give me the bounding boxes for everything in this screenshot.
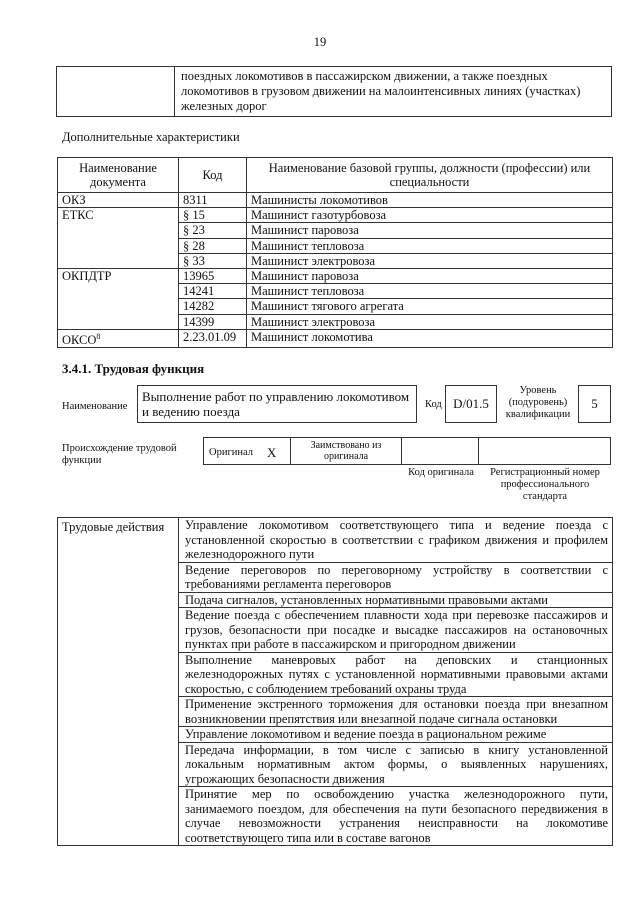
- top-table-empty-cell: [57, 67, 175, 117]
- labor-action-item: Ведение поезда с обеспечением плавности хода при перевозке пассажиров и грузов, безопасности при посадке и высадке пассажиров на остановочных пунктах при работе в пассажирском и пригородном движении: [179, 608, 613, 653]
- name-cell: Машинист электровоза: [247, 253, 613, 268]
- table-row: [58, 329, 613, 347]
- function-heading: 3.4.1. Трудовая функция: [62, 361, 205, 376]
- name-cell: Машинист паровоза: [247, 223, 613, 238]
- code-cell: § 15: [179, 208, 247, 223]
- labor-action-item: Применение экстренного торможения для остановки поезда при внезапном возникновении препятствия или внезапной подаче сигнала остановки: [179, 697, 613, 727]
- original-label: Оригинал: [209, 447, 253, 458]
- level-value: 5: [578, 385, 611, 423]
- labor-actions-table: [57, 517, 613, 846]
- labor-action-item: Подача сигналов, установленных нормативными правовыми актами: [179, 592, 613, 608]
- labor-action-item: Передача информации, в том числе с записью в книгу установленной локальным нормативным актом формы, о выявленных нарушениях, угрожающих безопасности движения: [179, 742, 613, 787]
- code-cell: 8311: [179, 193, 247, 208]
- document-name: ЕТКС: [62, 208, 94, 223]
- code-label: Код: [425, 399, 442, 410]
- labor-action-item: Управление локомотивом и ведение поезда в рациональном режиме: [179, 727, 613, 743]
- table-row: [58, 208, 613, 223]
- additional-table: [57, 157, 613, 348]
- code-cell: 2.23.01.09: [179, 329, 247, 347]
- code-cell: 14282: [179, 299, 247, 314]
- name-cell: Машинист электровоза: [247, 314, 613, 329]
- page-number: 19: [313, 35, 327, 49]
- level-label: Уровень (подуровень) квалификации: [505, 385, 571, 420]
- document-name: ОКСО: [62, 332, 97, 347]
- header-name: Наименование базовой группы, должности (профессии) или специальности: [247, 158, 613, 193]
- code-original-caption: Код оригинала: [408, 467, 474, 478]
- table-row: [58, 518, 613, 563]
- origin-label: Происхождение трудовой функции: [62, 443, 177, 466]
- labor-actions-label: Трудовые действия: [58, 518, 179, 846]
- divider: [478, 438, 479, 464]
- additional-title: Дополнительные характеристики: [62, 130, 240, 144]
- document-cell: [58, 208, 179, 269]
- function-name-field: Выполнение работ по управлению локомотивом и ведению поезда: [137, 385, 417, 423]
- code-cell: § 33: [179, 253, 247, 268]
- name-cell: Машинисты локомотивов: [247, 193, 613, 208]
- footnote-mark[interactable]: 8: [96, 331, 101, 341]
- document-cell: [58, 193, 179, 208]
- code-cell: § 28: [179, 238, 247, 253]
- function-code-field: D/01.5: [445, 385, 497, 423]
- name-label: Наименование: [62, 401, 128, 412]
- name-cell: Машинист тепловоза: [247, 284, 613, 299]
- origin-row: [203, 437, 611, 465]
- code-cell: 13965: [179, 269, 247, 284]
- document-name: ОКЗ: [62, 193, 86, 207]
- top-table: [56, 66, 612, 117]
- table-row: [58, 193, 613, 208]
- name-cell: Машинист тягового агрегата: [247, 299, 613, 314]
- document-cell: [58, 329, 179, 347]
- reg-number-caption: Регистрационный номер профессионального стандарта: [490, 467, 600, 502]
- borrowed-label: Заимствовано из оригинала: [290, 438, 402, 464]
- code-cell: 14241: [179, 284, 247, 299]
- labor-action-item: Принятие мер по освобождению участка железнодорожного пути, занимаемого поездом, для обеспечения на пути безопасного передвижения в случае невозможности устранения неисправности на локомотиве соответствующего типа или в составе вагонов: [179, 787, 613, 846]
- name-cell: Машинист тепловоза: [247, 238, 613, 253]
- table-row: [58, 269, 613, 284]
- document-cell: [58, 269, 179, 330]
- original-mark[interactable]: X: [267, 445, 277, 460]
- name-cell: Машинист газотурбовоза: [247, 208, 613, 223]
- header-document: Наименование документа: [58, 158, 179, 193]
- labor-action-item: Ведение переговоров по переговорному устройству в соответствии с требованиями регламента переговоров: [179, 562, 613, 592]
- document-name: ОКПДТР: [62, 269, 112, 284]
- labor-action-item: Управление локомотивом соответствующего типа и ведение поезда с установленной скоростью в соответствии с графиком движения и профилем железнодорожного пути: [179, 518, 613, 563]
- name-cell: Машинист паровоза: [247, 269, 613, 284]
- name-cell: Машинист локомотива: [247, 329, 613, 347]
- code-cell: 14399: [179, 314, 247, 329]
- code-cell: § 23: [179, 223, 247, 238]
- top-table-text: поездных локомотивов в пассажирском движении, а также поездных локомотивов в грузовом движении на малоинтенсивных линиях (участках) железных дорог: [175, 67, 612, 117]
- header-code: Код: [179, 158, 247, 193]
- labor-action-item: Выполнение маневровых работ на деповских и станционных железнодорожных путях с установленной нормативными правовыми актами скоростью, с соблюдением требований охраны труда: [179, 652, 613, 697]
